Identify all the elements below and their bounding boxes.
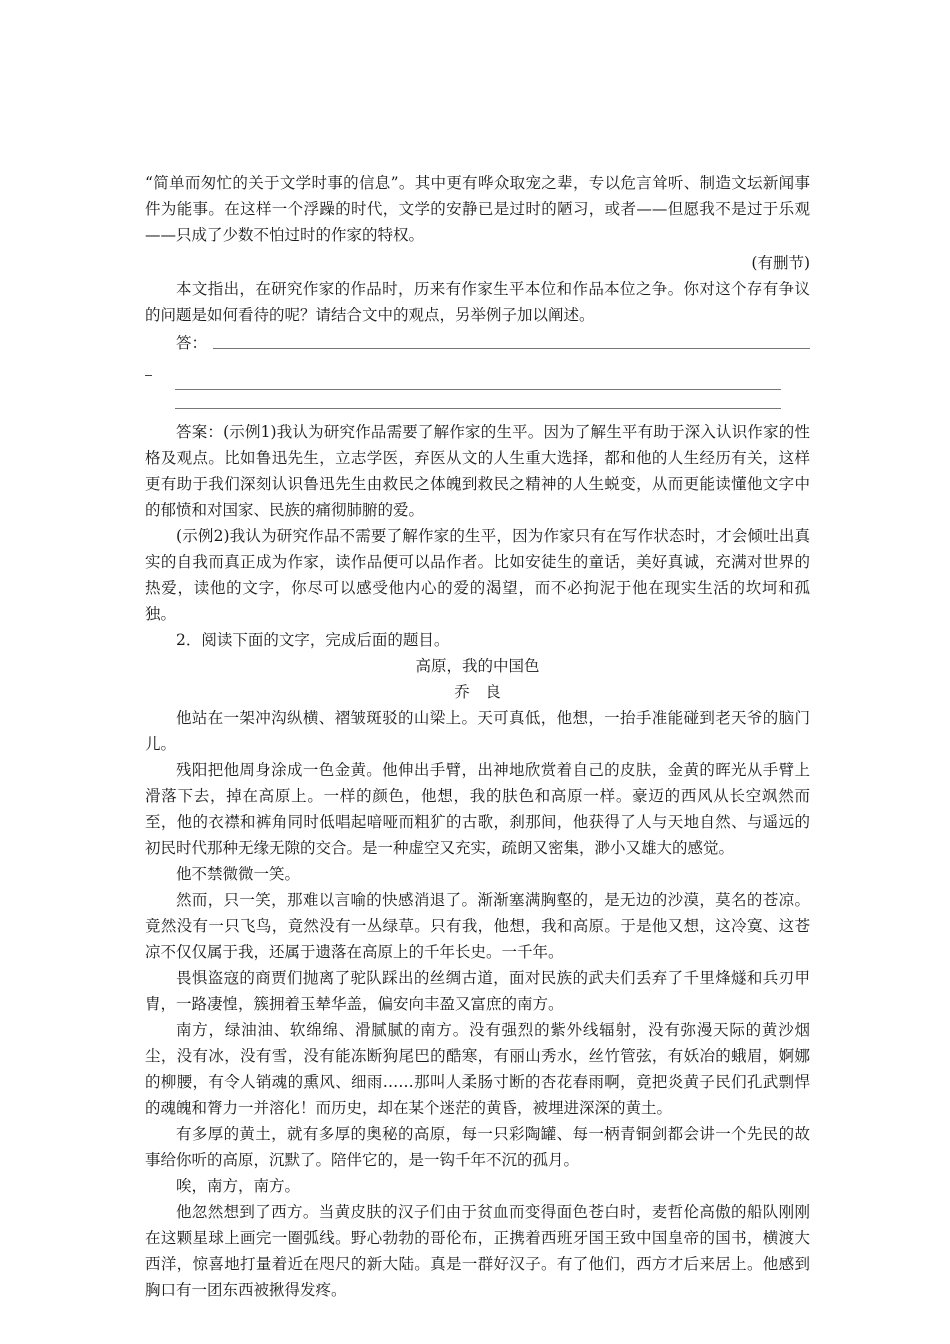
essay-paragraph: 他不禁微微一笑。 [176,865,301,883]
essay-paragraph: 畏惧盗寇的商贾们抛离了驼队踩出的丝绸古道，面对民族的武夫们丢弃了千里烽燧和兵刃甲胄，一路凄惶，簇拥着玉辇华盖，偏安向丰盈又富庶的南方。 [145,969,810,1013]
abridged-note: (有删节) [751,254,810,272]
paragraph: “简单而匆忙的关于文学时事的信息”。其中更有哗众取宠之辈，专以危言耸听、制造文坛新闻事件为能事。在这样一个浮躁的时代，文学的安静已是过时的陋习，或者——但愿我不是过于乐观——只成了少数不怕过时的作家的特权。 [145,174,810,244]
answer-line[interactable] [175,407,781,409]
task-instruction: 2．阅读下面的文字，完成后面的题目。 [176,631,450,649]
document-page [145,170,810,1303]
essay-paragraph: 南方，绿油油、软绵绵、滑腻腻的南方。没有强烈的紫外线辐射，没有弥漫天际的黄沙烟尘，没有冰，没有雪，没有能冻断狗尾巴的酷寒，有丽山秀水，丝竹管弦，有妖冶的蛾眉，婀娜的柳腰，有令人销魂的熏风、细雨……那叫人柔肠寸断的杏花春雨啊，竟把炎黄子民们孔武剽悍的魂魄和膂力一并溶化！而历史，却在某个迷茫的黄昏，被埋进深深的黄土。 [145,1021,810,1117]
essay-paragraph: 唉，南方，南方。 [176,1177,301,1195]
essay-author: 乔 良 [454,683,501,701]
essay-paragraph: 他站在一架冲沟纵横、褶皱斑驳的山梁上。天可真低，他想，一抬手准能碰到老天爷的脑门儿。 [145,709,810,753]
essay-paragraph: 然而，只一笑，那难以言喻的快感消退了。渐渐塞满胸壑的，是无边的沙漠，莫名的苍凉。竟然没有一只飞鸟，竟然没有一丛绿草。只有我，他想，我和高原。于是他又想，这冷寞、这苍凉不仅仅属于我，还属于遗落在高原上的千年长史。一千年。 [145,891,810,961]
answer-area [145,330,810,356]
essay-paragraph: 他忽然想到了西方。当黄皮肤的汉子们由于贫血而变得面色苍白时，麦哲伦高傲的船队刚刚在这颗星球上画完一圈弧线。野心勃勃的哥伦布，正携着西班牙国王致中国皇帝的国书，横渡大西洋，惊喜地打量着近在咫尺的新大陆。真是一群好汉子。有了他们，西方才后来居上。他感到胸口有一团东西被揪得发疼。 [145,1203,810,1299]
answer-example-2: (示例2)我认为研究作品不需要了解作家的生平，因为作家只有在写作状态时，才会倾吐出真实的自我而真正成为作家，读作品便可以品作者。比如安徒生的童话，美好真诚，充满对世界的热爱，读他的文字，你尽可以感受他内心的爱的渴望，而不必拘泥于他在现实生活的坎坷和孤独。 [145,527,810,623]
line-dash [145,375,152,376]
answer-line[interactable] [213,347,810,349]
essay-paragraph: 残阳把他周身涂成一色金黄。他伸出手臂，出神地欣赏着自己的皮肤，金黄的晖光从手臂上滑落下去，掉在高原上。一样的颜色，他想，我的肤色和高原一样。豪迈的西风从长空飒然而至，他的衣襟和裤角同时低唱起喑哑而粗犷的古歌，刹那间，他获得了人与天地自然、与遥远的初民时代那种无缘无隙的交合。是一种虚空又充实，疏朗又密集，渺小又雄大的感觉。 [145,761,810,857]
answer-label: 答： [176,334,208,352]
question-text: 本文指出，在研究作家的作品时，历来有作家生平本位和作品本位之争。你对这个存有争议的问题是如何看待的呢？请结合文中的观点，另举例子加以阐述。 [145,280,810,324]
essay-title: 高原，我的中国色 [415,657,540,675]
answer-line[interactable] [175,388,781,390]
essay-paragraph: 有多厚的黄土，就有多厚的奥秘的高原，每一只彩陶罐、每一柄青铜剑都会讲一个先民的故事给你听的高原，沉默了。陪伴它的，是一钩千年不沉的孤月。 [145,1125,810,1169]
answer-example-1: 答案：(示例1)我认为研究作品需要了解作家的生平。因为了解生平有助于深入认识作家的性格及观点。比如鲁迅先生，立志学医，弃医从文的人生重大选择，都和他的人生经历有关，这样更有助于我们深刻认识鲁迅先生由救民之体魄到救民之精神的人生蜕变，从而更能读懂他文字中的郁愤和对国家、民族的痛彻肺腑的爱。 [145,423,810,519]
